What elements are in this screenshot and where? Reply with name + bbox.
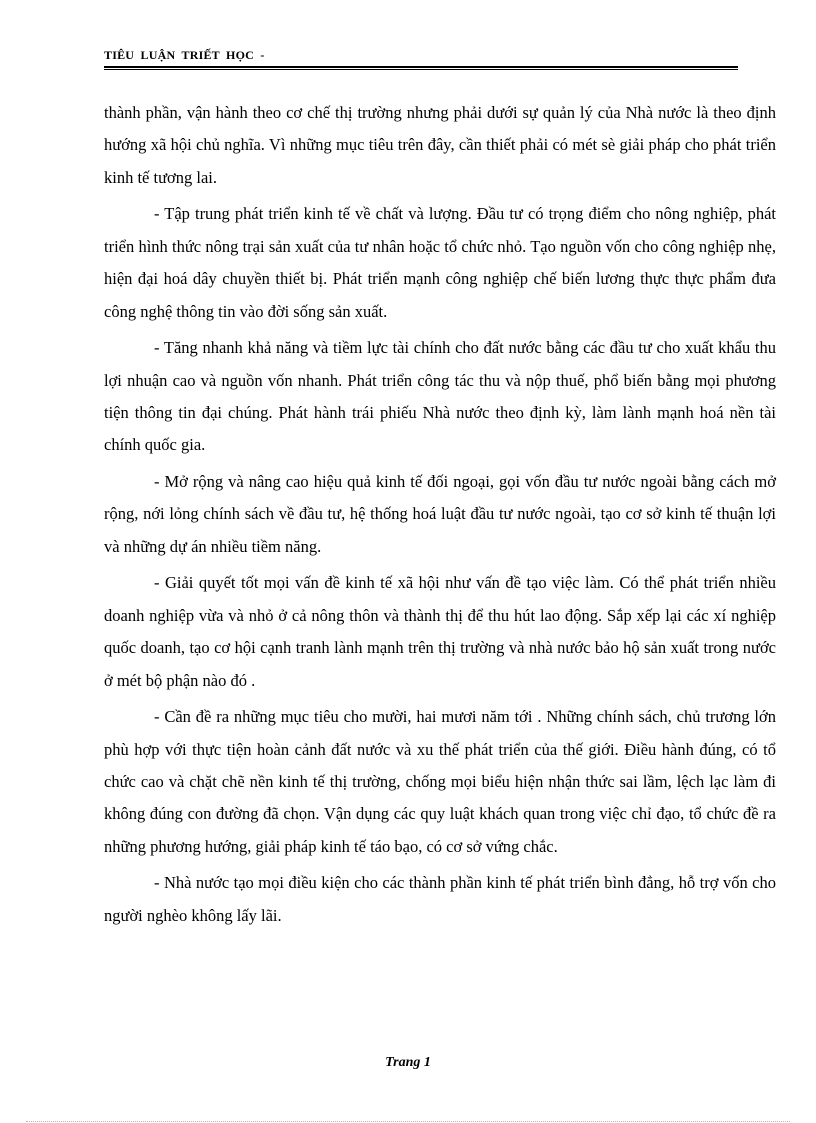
paragraph-7: - Nhà nước tạo mọi điều kiện cho các thành phần kinh tế phát triển bình đẳng, hỗ trợ vốn cho người nghèo không lấy lãi. — [104, 873, 776, 925]
page-header — [104, 48, 738, 70]
paragraph-4: - Mở rộng và nâng cao hiệu quả kinh tế đối ngoại, gọi vốn đầu tư nước ngoài bằng cách mở rộng, nới lỏng chính sách về đầu tư, hệ thống hoá luật đầu tư nước ngoài, tạo cơ sở kinh tế thuận lợi và những dự án nhiều tiềm năng. — [104, 472, 776, 556]
paragraph-6: - Cần đề ra những mục tiêu cho mười, hai mươi năm tới . Những chính sách, chủ trương lớn phù hợp với thực tiện hoàn cảnh đất nước và xu thế phát triển của thế giới. Điều hành đúng, có tổ chức cao và chặt chẽ nền kinh tế thị trường, chống mọi biểu hiện nhận thức sai lầm, lệch lạc làm đi không đúng con đường đã chọn. Vận dụng các quy luật khách quan trong việc chỉ đạo, tổ chức đề ra những phương hướng, giải pháp kinh tế táo bạo, có cơ sở vứng chắc. — [104, 707, 776, 856]
paragraph-2: - Tập trung phát triển kinh tế về chất và lượng. Đầu tư có trọng điểm cho nông nghiệp, phát triển hình thức nông trại sản xuất của tư nhân hoặc tổ chức nhỏ. Tạo nguồn vốn cho công nghiệp nhẹ, hiện đại hoá dây chuyền thiết bị. Phát triển mạnh công nghiệp chế biến lương thực thực phẩm đưa công nghệ thông tin vào đời sống sản xuất. — [104, 204, 776, 321]
paragraph-1: thành phần, vận hành theo cơ chế thị trường nhưng phải dưới sự quản lý của Nhà nước là theo định hướng xã hội chủ nghĩa. Vì những mục tiêu trên đây, cần thiết phải có mét sè giải pháp cho phát triển kinh tế tương lai. — [104, 103, 776, 187]
page-bottom-edge — [26, 1121, 790, 1122]
page-number: Trang 1 — [385, 1055, 431, 1070]
body-text — [104, 97, 776, 936]
header-title: TIÊU LUẬN TRIẾT HỌC - — [104, 48, 265, 62]
header-rule — [104, 66, 738, 70]
paragraph-5: - Giải quyết tốt mọi vấn đề kinh tế xã hội như vấn đề tạo việc làm. Có thể phát triển nhiều doanh nghiệp vừa và nhỏ ở cả nông thôn và thành thị để thu hút lao động. Sắp xếp lại các xí nghiệp quốc doanh, tạo cơ hội cạnh tranh lành mạnh trên thị trường và nhà nước bảo hộ sản xuất trong nước ở mét bộ phận nào đó . — [104, 573, 776, 690]
paragraph-3: - Tăng nhanh khả năng và tiềm lực tài chính cho đất nước bằng các đầu tư cho xuất khẩu thu lợi nhuận cao và nguồn vốn nhanh. Phát triển công tác thu và nộp thuế, phổ biến bằng mọi phương tiện thông tin đại chúng. Phát hành trái phiếu Nhà nước theo định kỳ, làm lành mạnh hoá nền tài chính quốc gia. — [104, 338, 776, 455]
